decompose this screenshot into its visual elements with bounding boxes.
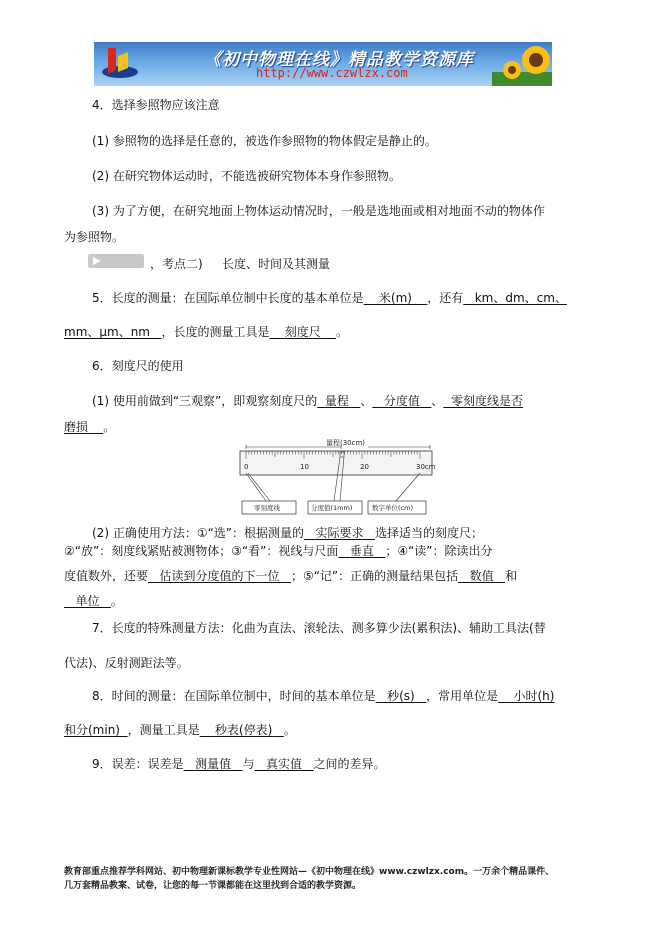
section-5-text-a: 5．长度的测量：在国际单位制中长度的基本单位是	[92, 291, 364, 305]
section-5-line1	[92, 290, 567, 306]
section-6-item-1-line2: 磨损 。	[64, 420, 116, 434]
answer-zero-line-cont: 磨损	[64, 420, 89, 434]
answer-measured-value: 测量值	[195, 757, 232, 771]
banner-url[interactable]: http://www.czwlzx.com	[256, 66, 408, 80]
section-9-line: 9．误差：误差是 测量值 与 真实值 之间的差异。	[92, 757, 386, 771]
header-banner	[94, 42, 552, 86]
section-6-heading: 6．刻度尺的使用	[92, 359, 184, 373]
section-4-item-3-line1: (3) 为了方便，在研究地面上物体运动情况时，一般是选地面或相对地面不动的物体作	[92, 204, 545, 218]
answer-other-units: km、dm、cm、	[474, 291, 567, 305]
answer-estimate: 估读到分度值的下一位	[159, 569, 280, 583]
answer-minute: 和分(min)	[64, 723, 120, 737]
label-zero-line: 零刻度线	[254, 504, 280, 512]
section-4-item-3-line2: 为参照物。	[64, 230, 125, 244]
ruler-diagram	[236, 437, 436, 517]
answer-second: 秒(s)	[387, 689, 415, 703]
answer-stopwatch: 秒表(停表)	[214, 723, 273, 737]
play-button[interactable]	[88, 254, 144, 268]
section-5-text-d: ，长度的测量工具是	[161, 325, 270, 339]
answer-perpendicular: 垂直	[349, 544, 374, 558]
section-6-item-2-line1: (2) 正确使用方法：①“选”：根据测量的 实际要求 选择适当的刻度尺；	[92, 526, 483, 540]
play-icon	[92, 256, 102, 266]
site-logo	[94, 42, 142, 86]
topic-2-title: 长度、时间及其测量	[222, 257, 331, 271]
banner-title: 《初中物理在线》精品教学资源库	[204, 50, 474, 70]
section-6-item-2-line2: ②“放”：刻度线紧贴被测物体；③“看”：视线与尺面 垂直 ；④“读”：除读出分	[64, 544, 493, 558]
section-7-line1: 7．长度的特殊测量方法：化曲为直法、滚轮法、测多算少法(累积法)、辅助工具法(替	[92, 621, 546, 635]
answer-hour: 小时(h)	[513, 689, 555, 703]
tick-label-0: 0	[244, 463, 249, 471]
section-5-text-c: ，还有	[427, 291, 464, 305]
section-8-line1: 8．时间的测量：在国际单位制中，时间的基本单位是 秒(s) ，常用单位是 小时(h)	[92, 689, 555, 703]
tick-label-20: 20	[360, 463, 369, 471]
label-division: 分度值(1mm)	[311, 504, 353, 512]
section-6-item-1-line1: (1) 使用前做到“三观察”，即观察刻度尺的 量程 、 分度值 、 零刻度线是否	[92, 394, 523, 408]
section-5-line2: mm、μm、nm ，长度的测量工具是 刻度尺 。	[64, 325, 349, 339]
section-6-item-2-line4: 单位 。	[64, 593, 123, 609]
answer-actual-req: 实际要求	[315, 526, 364, 540]
answer-other-units-cont: mm、μm、nm	[64, 325, 150, 339]
section-4-heading: 4．选择参照物应该注意	[92, 98, 220, 112]
ruler-body	[240, 451, 432, 475]
tick-label-30: 30cm	[416, 463, 436, 471]
section-6-item-2-line3: 度值数外，还要 估读到分度值的下一位 ；⑤“记”：正确的测量结果包括 数值 和	[64, 569, 518, 583]
footer-line-1: 教育部重点推荐学科网站、初中物理新课标教学专业性网站—《初中物理在线》www.czwlzx.com。一万余个精品课件、	[64, 867, 555, 877]
answer-tool: 刻度尺	[284, 325, 321, 339]
section-7-line2: 代法)、反射测距法等。	[64, 656, 189, 670]
footer-line-2: 几万套精品教案、试卷，让您的每一节课都能在这里找到合适的教学资源。	[64, 881, 362, 891]
answer-division: 分度值	[383, 394, 420, 408]
answer-range: 量程	[324, 394, 349, 408]
section-4-item-1: (1) 参照物的选择是任意的，被选作参照物的物体假定是静止的。	[92, 134, 437, 148]
answer-true-value: 真实值	[266, 757, 303, 771]
range-label: 量程(30cm)	[326, 439, 366, 447]
section-4-item-2: (2) 在研究物体运动时，不能选被研究物体本身作参照物。	[92, 169, 401, 183]
sunflower-image	[492, 42, 552, 86]
label-unit: 数字单位(cm)	[372, 504, 413, 512]
answer-basic-unit: 米(m)	[378, 291, 412, 305]
topic-2-marker: ，考点二)	[150, 257, 203, 271]
answer-zero-line: 零刻度线是否	[450, 394, 523, 408]
answer-unit: 单位	[75, 594, 100, 608]
answer-number: 数值	[469, 569, 494, 583]
tick-label-10: 10	[300, 463, 309, 471]
section-8-line2: 和分(min) ，测量工具是 秒表(停表) 。	[64, 723, 296, 737]
